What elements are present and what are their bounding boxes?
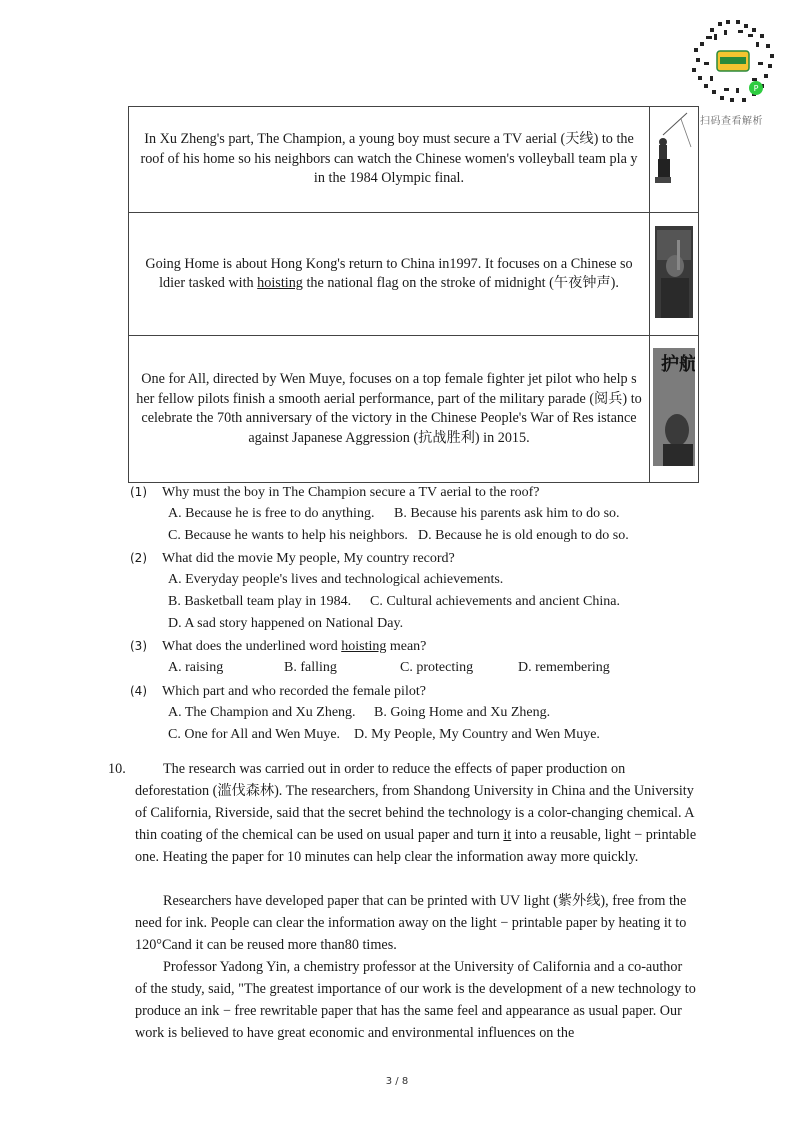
table-row	[129, 107, 699, 213]
question-2: (2) What did the movie My people, My country record?	[130, 551, 455, 566]
option-1c[interactable]: C. Because he wants to help his neighbors.	[168, 528, 408, 543]
underlined-word-hoisting: hoisting	[257, 275, 303, 291]
option-4a[interactable]: A. The Champion and Xu Zheng.	[168, 705, 356, 720]
option-3c[interactable]: C. protecting	[400, 660, 474, 675]
option-1a[interactable]: A. Because he is free to do anything.	[168, 506, 375, 521]
option-2b[interactable]: B. Basketball team play in 1984.	[168, 594, 352, 609]
option-3a[interactable]: A. raising	[168, 660, 224, 675]
option-1b[interactable]: B. Because his parents ask him to do so.	[394, 506, 620, 521]
table-cell-champion: In Xu Zheng's part, The Champion, a young boy must secure a TV aerial (天线) to the roof of his home so his neighbors can watch the Chinese women's volleyball team pla y in the 1984 Olympic final.	[129, 107, 650, 213]
option-3b[interactable]: B. falling	[284, 660, 337, 675]
option-2d[interactable]: D. A sad story happened on National Day.	[168, 616, 404, 631]
option-1d[interactable]: D. Because he is old enough to do so.	[418, 528, 629, 543]
boy-on-roof-photo-icon	[651, 107, 697, 207]
question-3: (3) What does the underlined word hoisting mean?	[130, 639, 427, 654]
passage-paragraph-1: The research was carried out in order to reduce the effects of paper production on deforestation (滥伐森林). The researchers, from Shandong University in China and the University of California, Riverside, said that the secret behind the technology is a color-changing chemical. A thin coating of the chemical can be used on usual paper and turn it into a reusable, light − printable one. Heating the paper for 10 minutes can help clear the information away more quickly.	[135, 761, 697, 865]
movie-table	[128, 106, 699, 483]
question-4: (4) Which part and who recorded the female pilot?	[130, 684, 426, 699]
qr-caption: 扫码查看解析	[700, 116, 763, 127]
option-3d[interactable]: D. remembering	[518, 660, 610, 675]
option-2a[interactable]: A. Everyday people's lives and technological achievements.	[168, 572, 504, 587]
option-4d[interactable]: D. My People, My Country and Wen Muye.	[354, 727, 600, 742]
table-cell-going-home: Going Home is about Hong Kong's return to China in1997. It focuses on a Chinese so ldier tasked with hoisting the national flag on the stroke of midnight (午夜钟声).	[129, 213, 650, 336]
table-cell-one-for-all: One for All, directed by Wen Muye, focuses on a top female fighter jet pilot who help s her fellow pilots finish a smooth aerial performance, part of the military parade (阅兵) to celebrate the 70th anniversary of the victory in the Chinese People's War of Res istance against Japanese Aggression (抗战胜利) in 2015.	[129, 336, 650, 483]
soldier-photo-icon	[655, 226, 693, 318]
option-4c[interactable]: C. One for All and Wen Muye.	[168, 727, 341, 742]
table-row	[129, 213, 699, 336]
option-2c[interactable]: C. Cultural achievements and ancient China.	[370, 594, 620, 609]
passage-paragraph-2: Researchers have developed paper that can be printed with UV light (紫外线), free from the need for ink. People can clear the information away on the light − printable paper by heating it to 120°Cand it can be reused more than80 times.	[135, 893, 687, 953]
qr-code-icon[interactable]	[690, 18, 776, 104]
table-row	[129, 336, 699, 483]
poster-title: 护航	[661, 353, 695, 375]
option-4b[interactable]: B. Going Home and Xu Zheng.	[374, 705, 551, 720]
pilot-poster-icon	[653, 348, 695, 466]
passage-number: 10.	[108, 761, 126, 777]
passage-paragraph-3: Professor Yadong Yin, a chemistry professor at the University of California and a co-author of the study, said, "The greatest importance of our work is the development of a new technology to produce an ink − free rewritable paper that has the same feel and appearance as usual paper. Our work is believed to have great economic and environmental influences on the	[135, 959, 696, 1041]
page-number: 3 / 8	[385, 1076, 409, 1087]
svg-text:P: P	[753, 84, 759, 93]
question-1: (1) Why must the boy in The Champion secure a TV aerial to the roof?	[130, 485, 540, 500]
